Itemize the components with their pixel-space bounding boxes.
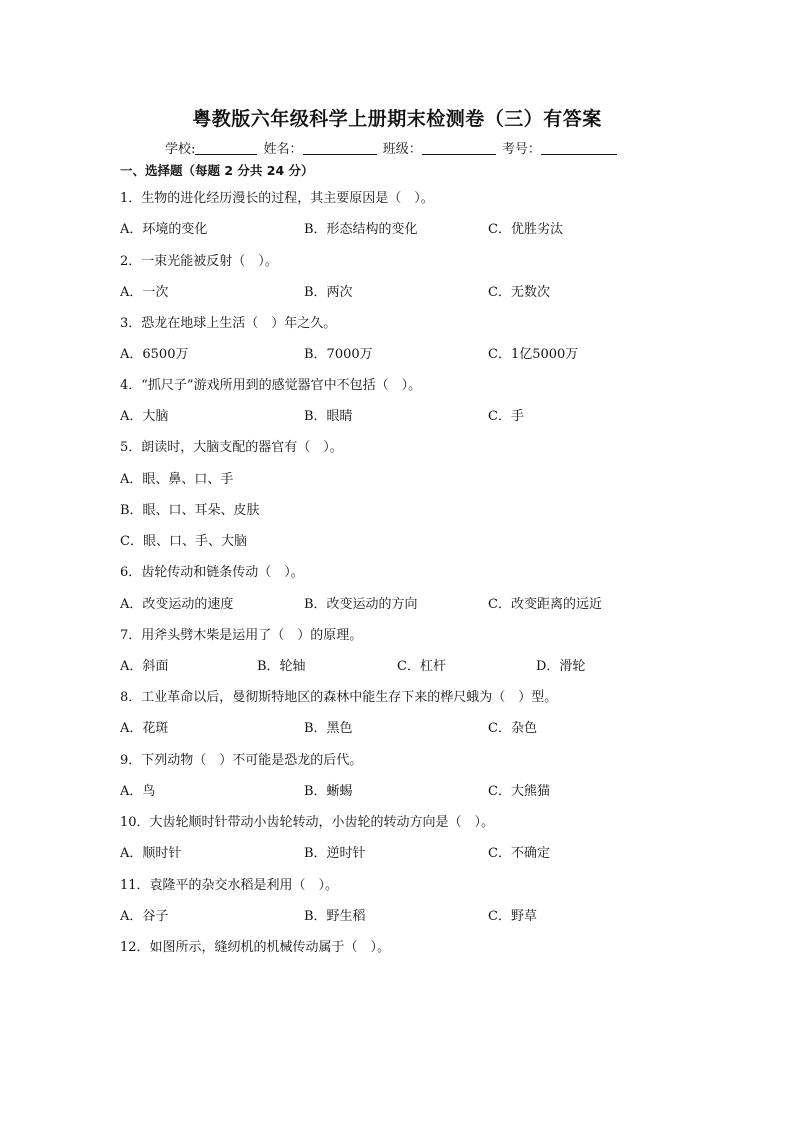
question-stem: 6．齿轮传动和链条传动（ ）。 [120, 565, 304, 580]
question-stem: 3．恐龙在地球上生活（ ）年之久。 [120, 316, 337, 331]
name-label: 姓名： [263, 142, 303, 157]
option-c: C．野草 [488, 909, 537, 924]
option-a: A．眼、鼻、口、手 [120, 472, 234, 487]
option-d: D．滑轮 [536, 659, 586, 674]
option-b: B．黑色 [304, 721, 353, 736]
option-a: A．鸟 [120, 784, 156, 799]
question-stem: 1．生物的进化经历漫长的过程，其主要原因是（ ）。 [120, 191, 434, 206]
option-c: C．眼、口、手、大脑 [120, 534, 247, 549]
option-c: C．杂色 [488, 721, 537, 736]
option-c: C．大熊猫 [488, 784, 550, 799]
question-stem: 7．用斧头劈木柴是运用了（ ）的原理。 [120, 628, 363, 643]
option-a: A．一次 [120, 285, 169, 300]
question-stem: 12．如图所示，缝纫机的机械传动属于（ ）。 [120, 940, 391, 955]
option-b: B．眼、口、耳朵、皮肤 [120, 503, 260, 518]
class-label: 班级： [382, 142, 422, 157]
option-b: B．改变运动的方向 [304, 597, 418, 612]
question-stem: 11．袁隆平的杂交水稻是利用（ ）。 [120, 878, 339, 893]
option-c: C．手 [488, 409, 524, 424]
option-c: C．杠杆 [397, 659, 446, 674]
option-b: B．轮轴 [257, 659, 306, 674]
question-stem: 2．一束光能被反射（ ）。 [120, 254, 278, 269]
option-c: C．无数次 [488, 285, 550, 300]
option-a: A．大脑 [120, 409, 169, 424]
option-a: A．改变运动的速度 [120, 597, 234, 612]
option-a: A．环境的变化 [120, 222, 208, 237]
option-c: C．不确定 [488, 846, 550, 861]
school-label: 学校: [165, 142, 196, 157]
page-title: 粤教版六年级科学上册期末检测卷（三）有答案 [192, 108, 602, 130]
number-blank[interactable] [541, 141, 617, 155]
option-b: B．逆时针 [304, 846, 366, 861]
option-b: B．形态结构的变化 [304, 222, 418, 237]
option-a: A．谷子 [120, 909, 169, 924]
option-a: A．花斑 [120, 721, 169, 736]
option-a: A．顺时针 [120, 846, 182, 861]
option-a: A．6500万 [120, 347, 189, 362]
option-c: C．改变距离的远近 [488, 597, 602, 612]
school-blank[interactable] [195, 141, 257, 155]
section-title: 一、选择题（每题 2 分共 24 分） [120, 163, 314, 178]
option-b: B．两次 [304, 285, 353, 300]
option-b: B．蜥蜴 [304, 784, 353, 799]
option-b: B．眼睛 [304, 409, 353, 424]
number-label: 考号： [501, 142, 541, 157]
question-stem: 5．朗读时，大脑支配的器官有（ ）。 [120, 440, 343, 455]
name-blank[interactable] [303, 141, 377, 155]
option-c: C．1亿5000万 [488, 347, 579, 362]
option-c: C．优胜劣汰 [488, 222, 563, 237]
question-stem: 4．“抓尺子”游戏所用到的感觉器官中不包括（ ）。 [120, 378, 422, 393]
option-a: A．斜面 [120, 659, 169, 674]
question-stem: 8．工业革命以后，曼彻斯特地区的森林中能生存下来的桦尺蛾为（ ）型。 [120, 690, 558, 705]
option-b: B．7000万 [304, 347, 373, 362]
option-b: B．野生稻 [304, 909, 366, 924]
question-stem: 9．下列动物（ ）不可能是恐龙的后代。 [120, 753, 363, 768]
class-blank[interactable] [422, 141, 496, 155]
student-info-line [165, 138, 619, 157]
question-stem: 10．大齿轮顺时针带动小齿轮转动，小齿轮的转动方向是（ ）。 [120, 815, 495, 830]
